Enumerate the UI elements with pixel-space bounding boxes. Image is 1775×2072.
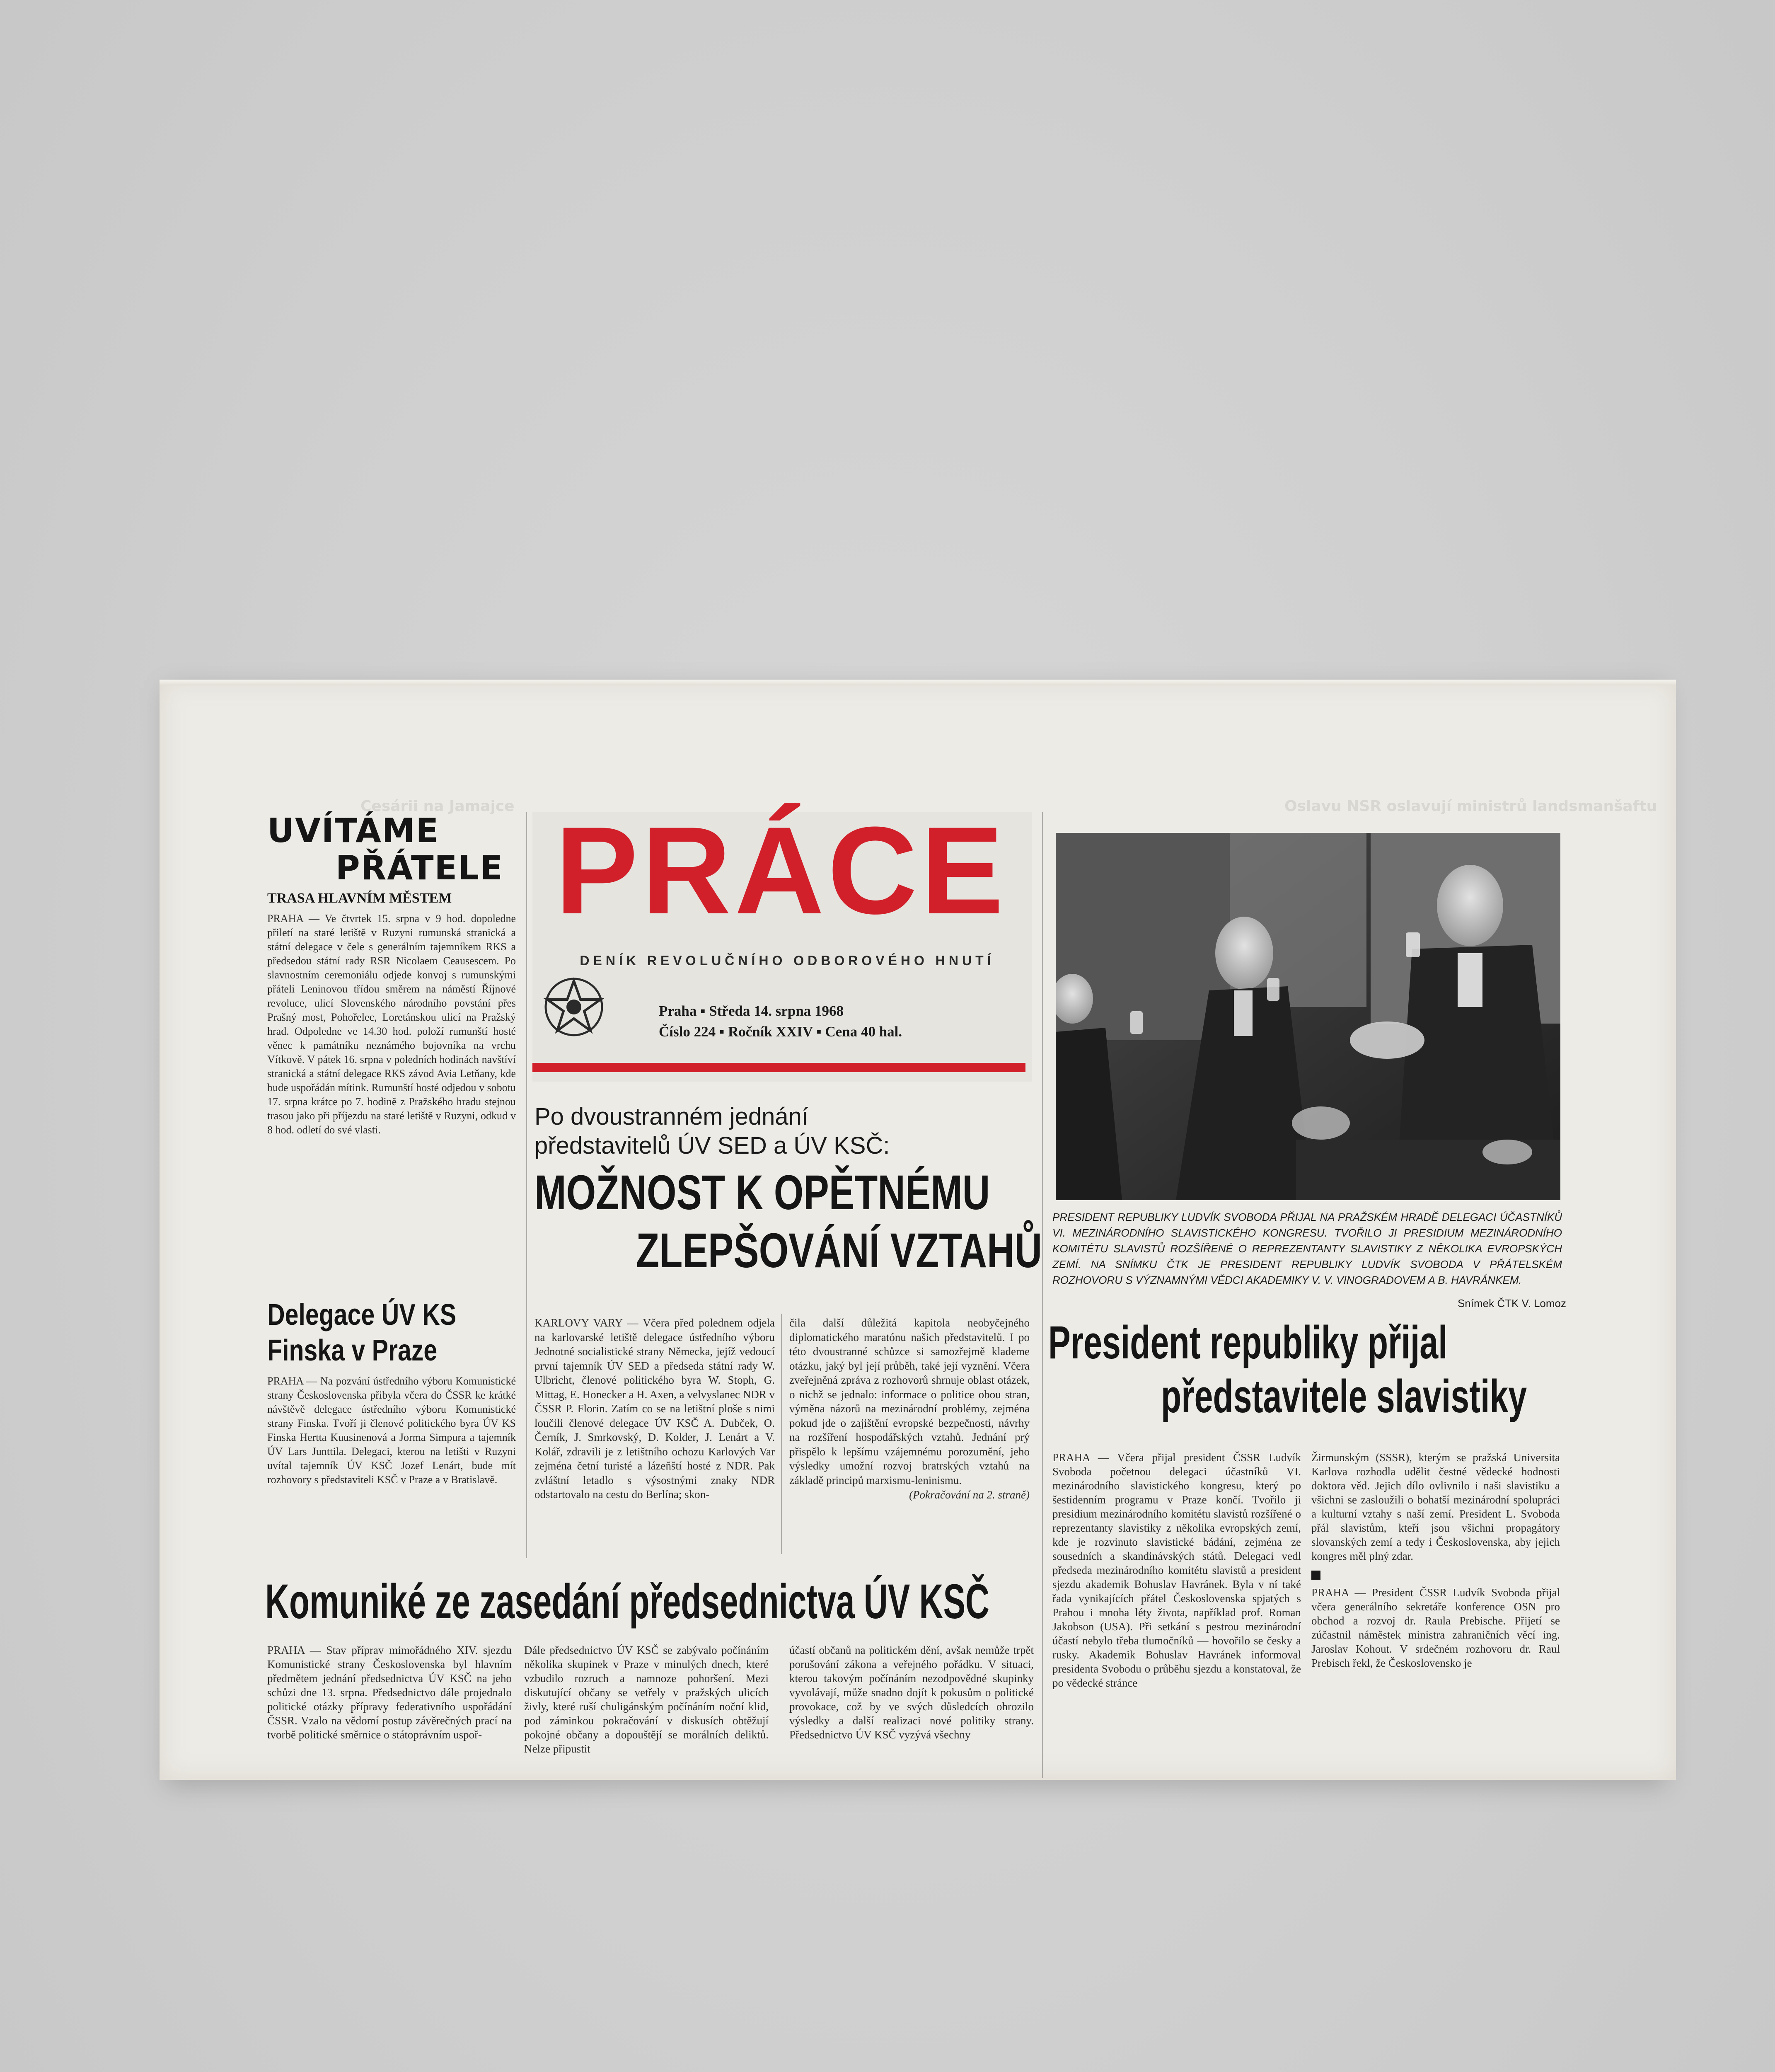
welcome-headline-line1: UVÍTÁME: [267, 811, 440, 850]
column-rule: [1042, 812, 1043, 1778]
masthead-place-date: Praha ▪ Středa 14. srpna 1968: [659, 1003, 844, 1019]
article-finland: [267, 1297, 516, 1487]
communique-headline: Komuniké ze zasedání předsednictva ÚV KSČ: [265, 1574, 989, 1629]
welcome-headline-line2: PŘÁTELE: [336, 849, 503, 887]
main-body-col2-text: čila další důležitá kapitola neobyčejného diplomatického maratónu našich představitelů. I po této dvoustranné schůzce si samozřejmě klademe otázku, jaký byl její průběh, také její vyznění. Včera zveřejněná zpráva z rozhovorů shrnuje oblast otázek, o nichž se jednalo: informace o politice obou stran, výměna názorů na mezinárodní problémy, zejména pokud jde o zajištění evropské bezpečnosti, návrhy na rozšíření hospodářských vztahů. Jednání prý přispělo k lepšímu vzájemnému porozumění, jeho výsledky umožní rozvoj bratrských vztahů na základě principů marxismu-leninismu.: [789, 1317, 1030, 1486]
main-body-col2: [789, 1316, 1030, 1502]
welcome-subhead: TRASA HLAVNÍM MĚSTEM: [267, 891, 452, 906]
column-rule: [781, 1314, 782, 1554]
communique-col1-text: PRAHA — Stav příprav mimořádného XIV. sjezdu Komunistické strany Československa byl hlavním předmětem jednání předsednictva ÚV KSČ na jeho schůzi dne 13. srpna. Předsednictvo dále projednalo politické otázky přípravy federativního uspořádání ČSSR. Vzalo na vědomí postup závěrečných prací na tvorbě politické směrnice o státoprávním uspoř-: [267, 1644, 512, 1741]
finland-body: PRAHA — Na pozvání ústředního výboru Komunistické strany Československa přibyla včera do ČSSR ke krátké návštěvě delegace ústředního výboru Komunistické strany Finska. Tvoří ji členové politického byra ÚV KS Finska Hertta Kuusinenová a Jorma Simpura a tajemník ÚV Lars Junttila. Delegaci, kterou na letišti v Ruzyni uvítal tajemník ÚV KSČ Jozef Lenárt, bude mít rozhovory s představiteli KSČ v Praze a v Bratislavě.: [267, 1375, 516, 1486]
president-headline-line1: President republiky přijal: [1048, 1317, 1448, 1368]
president-body-col1: [1052, 1450, 1301, 1690]
masthead-logo: PRÁCE: [555, 801, 1007, 940]
article-president: [1048, 1316, 1570, 1423]
masthead-subtitle: DENÍK REVOLUČNÍHO ODBOROVÉHO HNUTÍ: [580, 953, 995, 968]
photo-credit: Snímek ČTK V. Lomoz: [1457, 1297, 1566, 1310]
finland-headline-line1: Delegace ÚV KS: [267, 1298, 457, 1331]
star-icon: [543, 976, 605, 1038]
communique-col1: [267, 1643, 512, 1780]
front-page-photo: [1056, 833, 1560, 1200]
president-item2-text: PRAHA — President ČSSR Ludvík Svoboda přijal včera generálního sekretáře konference OSN pro obchod a rozvoj dr. Raula Prebische. Přijetí se zúčastnil náměstek ministra zahraničních věcí ing. Jaroslav Kohout. V srdečném rozhovoru dr. Raul Prebisch řekl, že Československo je: [1311, 1586, 1560, 1669]
main-headline-line2: ZLEPŠOVÁNÍ VZTAHŮ: [636, 1223, 1042, 1278]
main-continued-note: (Pokračování na 2. straně): [909, 1489, 1030, 1501]
article-communique: [265, 1573, 1052, 1631]
article-welcome: [267, 812, 516, 1137]
article-main: [534, 1102, 1042, 1280]
bleed-text-right: Oslavu NSR oslavují ministrů landsmanšaftu: [1284, 798, 1657, 815]
main-body-col1-text: KARLOVY VARY — Včera před polednem odjela na karlovarské letiště delegace ústředního výboru Jednotné socialistické strany Německa, jejíž vedoucí první tajemník ÚV SED a předseda státní rady W. Ulbricht, členové politického byra W. Stoph, G. Mittag, E. Honecker a H. Axen, a velvyslanec NDR v ČSSR P. Florin. Zatím co se na letištní ploše s nimi loučili členové delegace ÚV KSČ A. Dubček, O. Černík, J. Smrkovský, D. Kolder, J. Lenárt a V. Kolář, zdravili je z letištního ochozu Karlových Var zejména četní turisté a lázeňští hosté z NDR. Pak zvláštní letadlo s výsostnými znaky NDR odstartovalo na cestu do Berlína; skon-: [534, 1317, 775, 1501]
main-body-col1: [534, 1316, 775, 1502]
president-body-col1-text: PRAHA — Včera přijal president ČSSR Ludvík Svoboda početnou delegaci účastníků VI. mezinárodního slavistického kongresu, který po šestidenním programu v Praze končí. Tvořilo ji presidium mezinárodního komitétu slavistů rozšířené o reprezentanty slavistiky z několika evropských zemí, kde je rozvinuto slavistické bádání, zejména ze sousedních a skandinávských států. Delegaci vedl předseda mezinárodního komitétu slavistů a president sjezdu akademik Bohuslav Havránek. Byla v ní také řada vynikajících přátel Československa spjatých s Prahou i mnoha léty života, například prof. Roman Jakobson (USA). Při setkání s pestrou mezinárodní účastí nebylo třeba tlumočníků — hovořilo se česky a rusky. Akademik Bohuslav Havránek informoval presidenta Svobodu o průběhu sjezdu a konstatoval, že po vědecké stránce: [1052, 1451, 1301, 1689]
president-headline-line2: představitele slavistiky: [1161, 1370, 1527, 1422]
communique-col3-text: účastí občanů na politickém dění, avšak nemůže trpět porušování zákona a veřejného pořádku. V situaci, kterou takovým počínáním nezodpovědné skupinky vyvolávají, může snadno dojít k pokusům o politické provokace, což by ve svých důsledcích ohrozilo výsledky a další realizaci nové politiky strany. Předsednictvo ÚV KSČ vyzývá všechny: [789, 1644, 1034, 1741]
masthead-issue-info: Číslo 224 ▪ Ročník XXIV ▪ Cena 40 hal.: [659, 1024, 902, 1040]
masthead-dateline: [659, 1001, 1032, 1042]
welcome-body: PRAHA — Ve čtvrtek 15. srpna v 9 hod. dopoledne přiletí na staré letiště v Ruzyni rumunská stranická a státní delegace v čele s generálním tajemníkem RKS a předsedou státní rady RSR Nicolaem Ceausescem. Po slavnostním ceremoniálu odjede konvoj s rumunskými přáteli Leninovou třídou směrem na náměstí Říjnové revoluce, ulicí Slovenského národního povstání přes Prašný most, Pohořelec, Loretánskou ulicí na Pražský hrad. Odpoledne ve 14.30 hod. položí rumunští hosté věnec k památníku neznámého bojovníka na vrchu Vítkově. V pátek 16. srpna v poledních hodinách navštíví stranická a státní delegace RKS závod Avia Letňany, kde bude uspořádán mítink. Rumunští hosté odjedou v sobotu 17. srpna krátce po 7. hodině z Pražského hradu stejnou trasou jako při příjezdu na staré letiště v Ruzyni, odkud v 8 hod. odletí do své vlasti.: [267, 913, 516, 1136]
finland-headline-line2: Finska v Praze: [267, 1334, 438, 1367]
paper-edge: [160, 680, 1676, 685]
president-body-col2-text: Žirmunským (SSSR), kterým se pražská Universita Karlova rozhodla udělit čestné vědecké hodnosti doktora věd. Jejich dílo ovlivnilo i naši slavistiku a všichni se zasloužili o bohatší mezinárodní spolupráci a kulturní vztahy s naší zemí. President L. Svoboda přál slavistům, kteří jsou všichni propagátory slovanských zemí a tedy i Československa, aby jejich kongres měl plný zdar.: [1311, 1451, 1560, 1562]
president-body-col2: [1311, 1450, 1560, 1670]
communique-col3: [789, 1643, 1034, 1780]
main-headline-line1: MOŽNOST K OPĚTNÉMU: [534, 1165, 990, 1220]
communique-col2-text: Dále předsednictvo ÚV KSČ se zabývalo počínáním několika skupinek v Praze v minulých dnech, které vzbudilo rozruch a namnoze pohoršení. Mezi diskutující občany se vetřely v pražských ulicích živly, které ruší chuligánským počínáním noční klid, pod záminkou pokračování v diskusích obtěžují pokojné občany a dopouštějí se morálních deliktů. Nelze připustit: [524, 1644, 769, 1755]
communique-col2: [524, 1643, 769, 1780]
bleed-text-left: Cesárii na Jamajce: [360, 798, 515, 815]
photo-caption: PRESIDENT REPUBLIKY LUDVÍK SVOBODA PŘIJAL NA PRAŽSKÉM HRADĚ DELEGACI ÚČASTNÍKŮ VI. MEZINÁRODNÍHO SLAVISTICKÉHO KONGRESU. TVOŘILO JI PRESIDIUM MEZINÁRODNÍHO KOMITÉTU SLAVISTŮ ROZŠÍŘENÉ O REPREZENTANTY SLAVISTIKY Z NĚKOLIKA EVROPSKÝCH ZEMÍ. NA SNÍMKU ČTK JE PRESIDENT REPUBLIKY LUDVÍK SVOBODA V PŘÁTELSKÉM ROZHOVORU S VÝZNAMNÝMI VĚDCI AKADEMIKY V. V. VINOGRADOVEM A B. HAVRÁNKEM.: [1052, 1211, 1562, 1286]
section-bullet: [1311, 1571, 1320, 1580]
main-kicker-line1: Po dvoustranném jednání: [534, 1103, 808, 1130]
column-rule: [526, 812, 527, 1558]
main-kicker-line2: představitelů ÚV SED a ÚV KSČ:: [534, 1132, 890, 1159]
masthead-red-rule: [532, 1063, 1025, 1072]
